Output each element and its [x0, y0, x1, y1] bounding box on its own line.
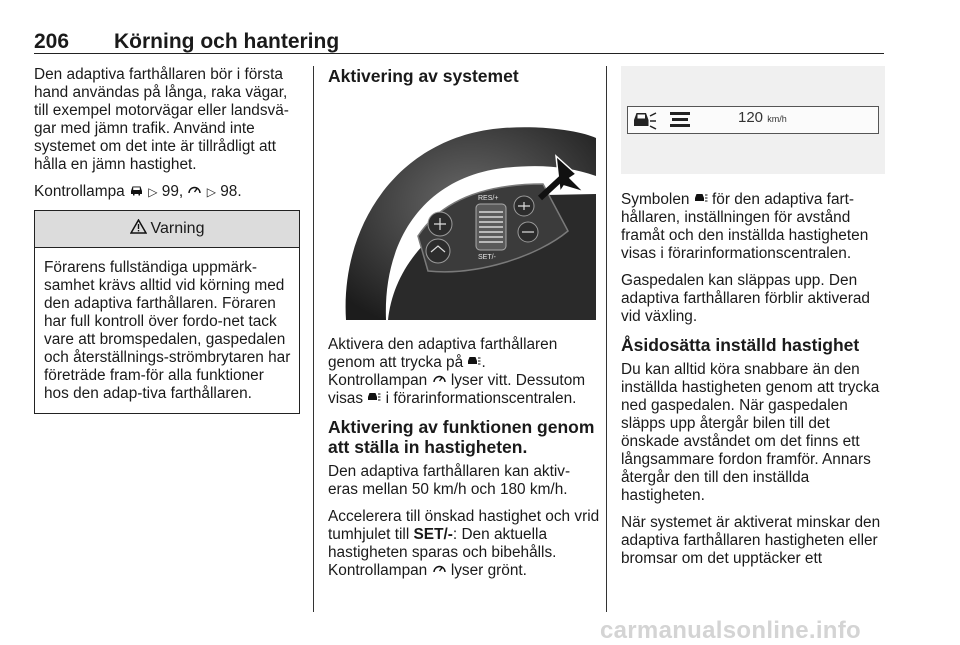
set-label: SET/- — [478, 254, 496, 261]
column-2 — [328, 66, 600, 589]
page-reference-arrow-icon: ▷ — [148, 185, 158, 199]
header-rule — [34, 53, 884, 54]
speed-range-paragraph: Den adaptiva farthållaren kan aktiv-eras mellan 50 km/h och 180 km/h. — [328, 463, 571, 498]
column-3 — [621, 66, 889, 577]
set-speed-readout: 120 km/h — [738, 109, 787, 126]
section-heading: Aktivering av funktionen genom att ställa in hastigheten. — [328, 417, 595, 457]
intro-paragraph: Den adaptiva farthållaren bör i första hand användas på långa, raka vägar, till exempel motorvägar eller landsvä-gar med jämn trafik. Använd inte systemet om det inte är tillrådligt att hålla en jämn hastighet. — [34, 66, 289, 173]
driver-info-display-illustration — [621, 66, 885, 174]
warning-triangle-icon — [130, 219, 147, 239]
warning-header — [35, 211, 299, 248]
display-frame — [627, 106, 879, 134]
page-number: 206 — [34, 30, 70, 53]
column-divider — [606, 66, 607, 612]
override-paragraph: Du kan alltid köra snabbare än den inställda hastigheten genom att trycka ned gaspedalen. När gaspedalen släpps upp återgår bilen till det önskade avståndet om det finns ett långsammare fordon framför. Annars återgår den till den inställda hastigheten. — [621, 361, 880, 504]
braking-paragraph: När systemet är aktiverat minskar den adaptiva farthållaren hastigheten eller bromsar om det upptäcker ett — [621, 514, 881, 567]
section-heading: Aktivering av systemet — [328, 66, 519, 86]
adaptive-cruise-icon — [467, 354, 481, 372]
adaptive-cruise-icon — [694, 191, 708, 209]
warning-box — [34, 210, 300, 414]
cruise-control-icon — [187, 183, 202, 201]
chapter-title: Körning och hantering — [114, 30, 340, 53]
section-heading: Åsidosätta inställd hastighet — [621, 335, 860, 355]
indicator-reference: Kontrollampa ▷ 99, ▷ 98. — [34, 183, 242, 200]
cruise-control-icon — [432, 372, 447, 390]
adaptive-cruise-display-icon — [632, 109, 658, 136]
distance-setting-icon — [668, 110, 692, 135]
symbol-paragraph: Symbolen för den adaptiva fart-hållaren, inställningen för avstånd framåt och den inställda hastigheten visas i förarinformationscentralen. — [621, 191, 869, 262]
column-1 — [34, 66, 300, 414]
page-reference-arrow-icon: ▷ — [206, 185, 216, 199]
adaptive-cruise-icon — [367, 390, 381, 408]
pedal-paragraph: Gaspedalen kan släppas upp. Den adaptiva farthållaren förblir aktiverad vid växling. — [621, 272, 870, 325]
steering-wheel-illustration — [328, 106, 600, 320]
res-label: RES/+ — [478, 195, 499, 202]
watermark: carmanualsonline.info — [600, 617, 862, 644]
activation-paragraph: Aktivera den adaptiva farthållaren genom att trycka på . Kontrollampan lyser vitt. Dessutom visas i förarinformationscentralen. — [328, 336, 586, 407]
cruise-control-icon — [432, 562, 447, 580]
warning-text: Förarens fullständiga uppmärk-samhet krävs alltid vid körning med den adaptiva farthållaren. Föraren har full kontroll över fordo-net tack vare att bromspedalen, gaspedalen och återställnings-strömbrytaren har företräde fram-för alla funktioner hos den adap-tiva farthållaren. — [44, 259, 291, 402]
set-speed-paragraph: Accelerera till önskad hastighet och vrid tumhjulet till SET/-: Den aktuella hastigheten sparas och bibehålls. Kontrollampan lyser grönt. — [328, 508, 600, 579]
column-divider — [313, 66, 314, 612]
vehicle-ahead-icon — [129, 183, 144, 201]
warning-title: Varning — [150, 220, 205, 237]
